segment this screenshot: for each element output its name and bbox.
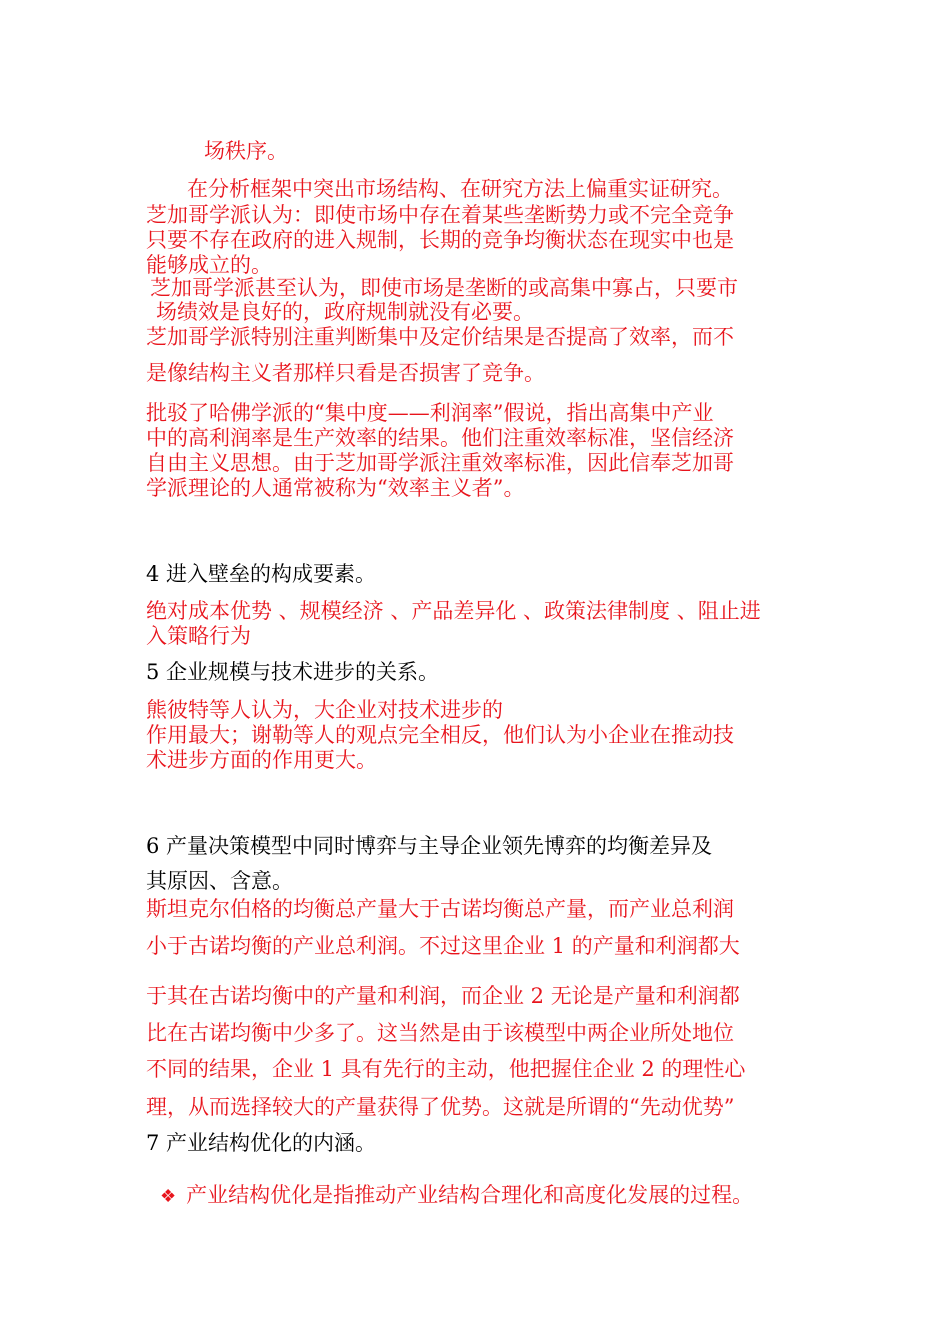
text-line: 批驳了哈佛学派的“集中度——利润率”假说，指出高集中产业 [146, 401, 714, 425]
question-7: 7 产业结构优化的内涵。 [146, 1131, 377, 1155]
answer-4-line: 绝对成本优势 、规模经济 、产品差异化 、政策法律制度 、阻止进 [146, 599, 761, 623]
answer-5-line: 熊彼特等人认为，大企业对技术进步的 [146, 698, 503, 722]
answer-6-line: 不同的结果，企业 1 具有先行的主动，他把握住企业 2 的理性心 [146, 1057, 746, 1081]
text-line: 学派理论的人通常被称为“效率主义者”。 [146, 476, 525, 500]
question-6-line: 其原因、含意。 [146, 869, 293, 893]
answer-6-line: 于其在古诺均衡中的产量和利润，而企业 2 无论是产量和利润都 [146, 984, 740, 1008]
answer-5-line: 作用最大；谢勒等人的观点完全相反，他们认为小企业在推动技 [146, 723, 734, 747]
answer-7-text: 产业结构优化是指推动产业结构合理化和高度化发展的过程。 [186, 1183, 754, 1207]
answer-6-line: 理，从而选择较大的产量获得了优势。这就是所谓的“先动优势” [146, 1095, 735, 1119]
text-line: 芝加哥学派特别注重判断集中及定价结果是否提高了效率，而不 [146, 325, 734, 349]
text-line: 能够成立的。 [146, 253, 272, 277]
answer-6-line: 斯坦克尔伯格的均衡总产量大于古诺均衡总产量，而产业总利润 [146, 897, 734, 921]
text-line: 芝加哥学派认为：即使市场中存在着某些垄断势力或不完全竞争 [146, 203, 734, 227]
text-line: 只要不存在政府的进入规制，长期的竞争均衡状态在现实中也是 [146, 228, 734, 252]
text-line: 自由主义思想。由于芝加哥学派注重效率标准，因此信奉芝加哥 [146, 451, 734, 475]
question-6-line: 6 产量决策模型中同时博弈与主导企业领先博弈的均衡差异及 [146, 834, 713, 858]
question-4: 4 进入壁垒的构成要素。 [146, 562, 377, 586]
text-line: 芝加哥学派甚至认为，即使市场是垄断的或高集中寡占，只要市 [150, 276, 738, 300]
text-line: 在分析框架中突出市场结构、在研究方法上偏重实证研究。 [187, 177, 733, 201]
question-5: 5 企业规模与技术进步的关系。 [146, 660, 440, 684]
answer-5-line: 术进步方面的作用更大。 [146, 748, 377, 772]
answer-7 [160, 1182, 753, 1210]
text-line: 场秩序。 [204, 139, 288, 163]
diamond-bullet-icon: ❖ [160, 1186, 177, 1207]
text-line: 中的高利润率是生产效率的结果。他们注重效率标准，坚信经济 [146, 426, 734, 450]
answer-6-line: 小于古诺均衡的产业总利润。不过这里企业 1 的产量和利润都大 [146, 934, 740, 958]
answer-6-line: 比在古诺均衡中少多了。这当然是由于该模型中两企业所处地位 [146, 1021, 734, 1045]
text-line: 场绩效是良好的，政府规制就没有必要。 [156, 300, 534, 324]
answer-4-line: 入策略行为 [146, 624, 251, 648]
text-line: 是像结构主义者那样只看是否损害了竞争。 [146, 361, 545, 385]
